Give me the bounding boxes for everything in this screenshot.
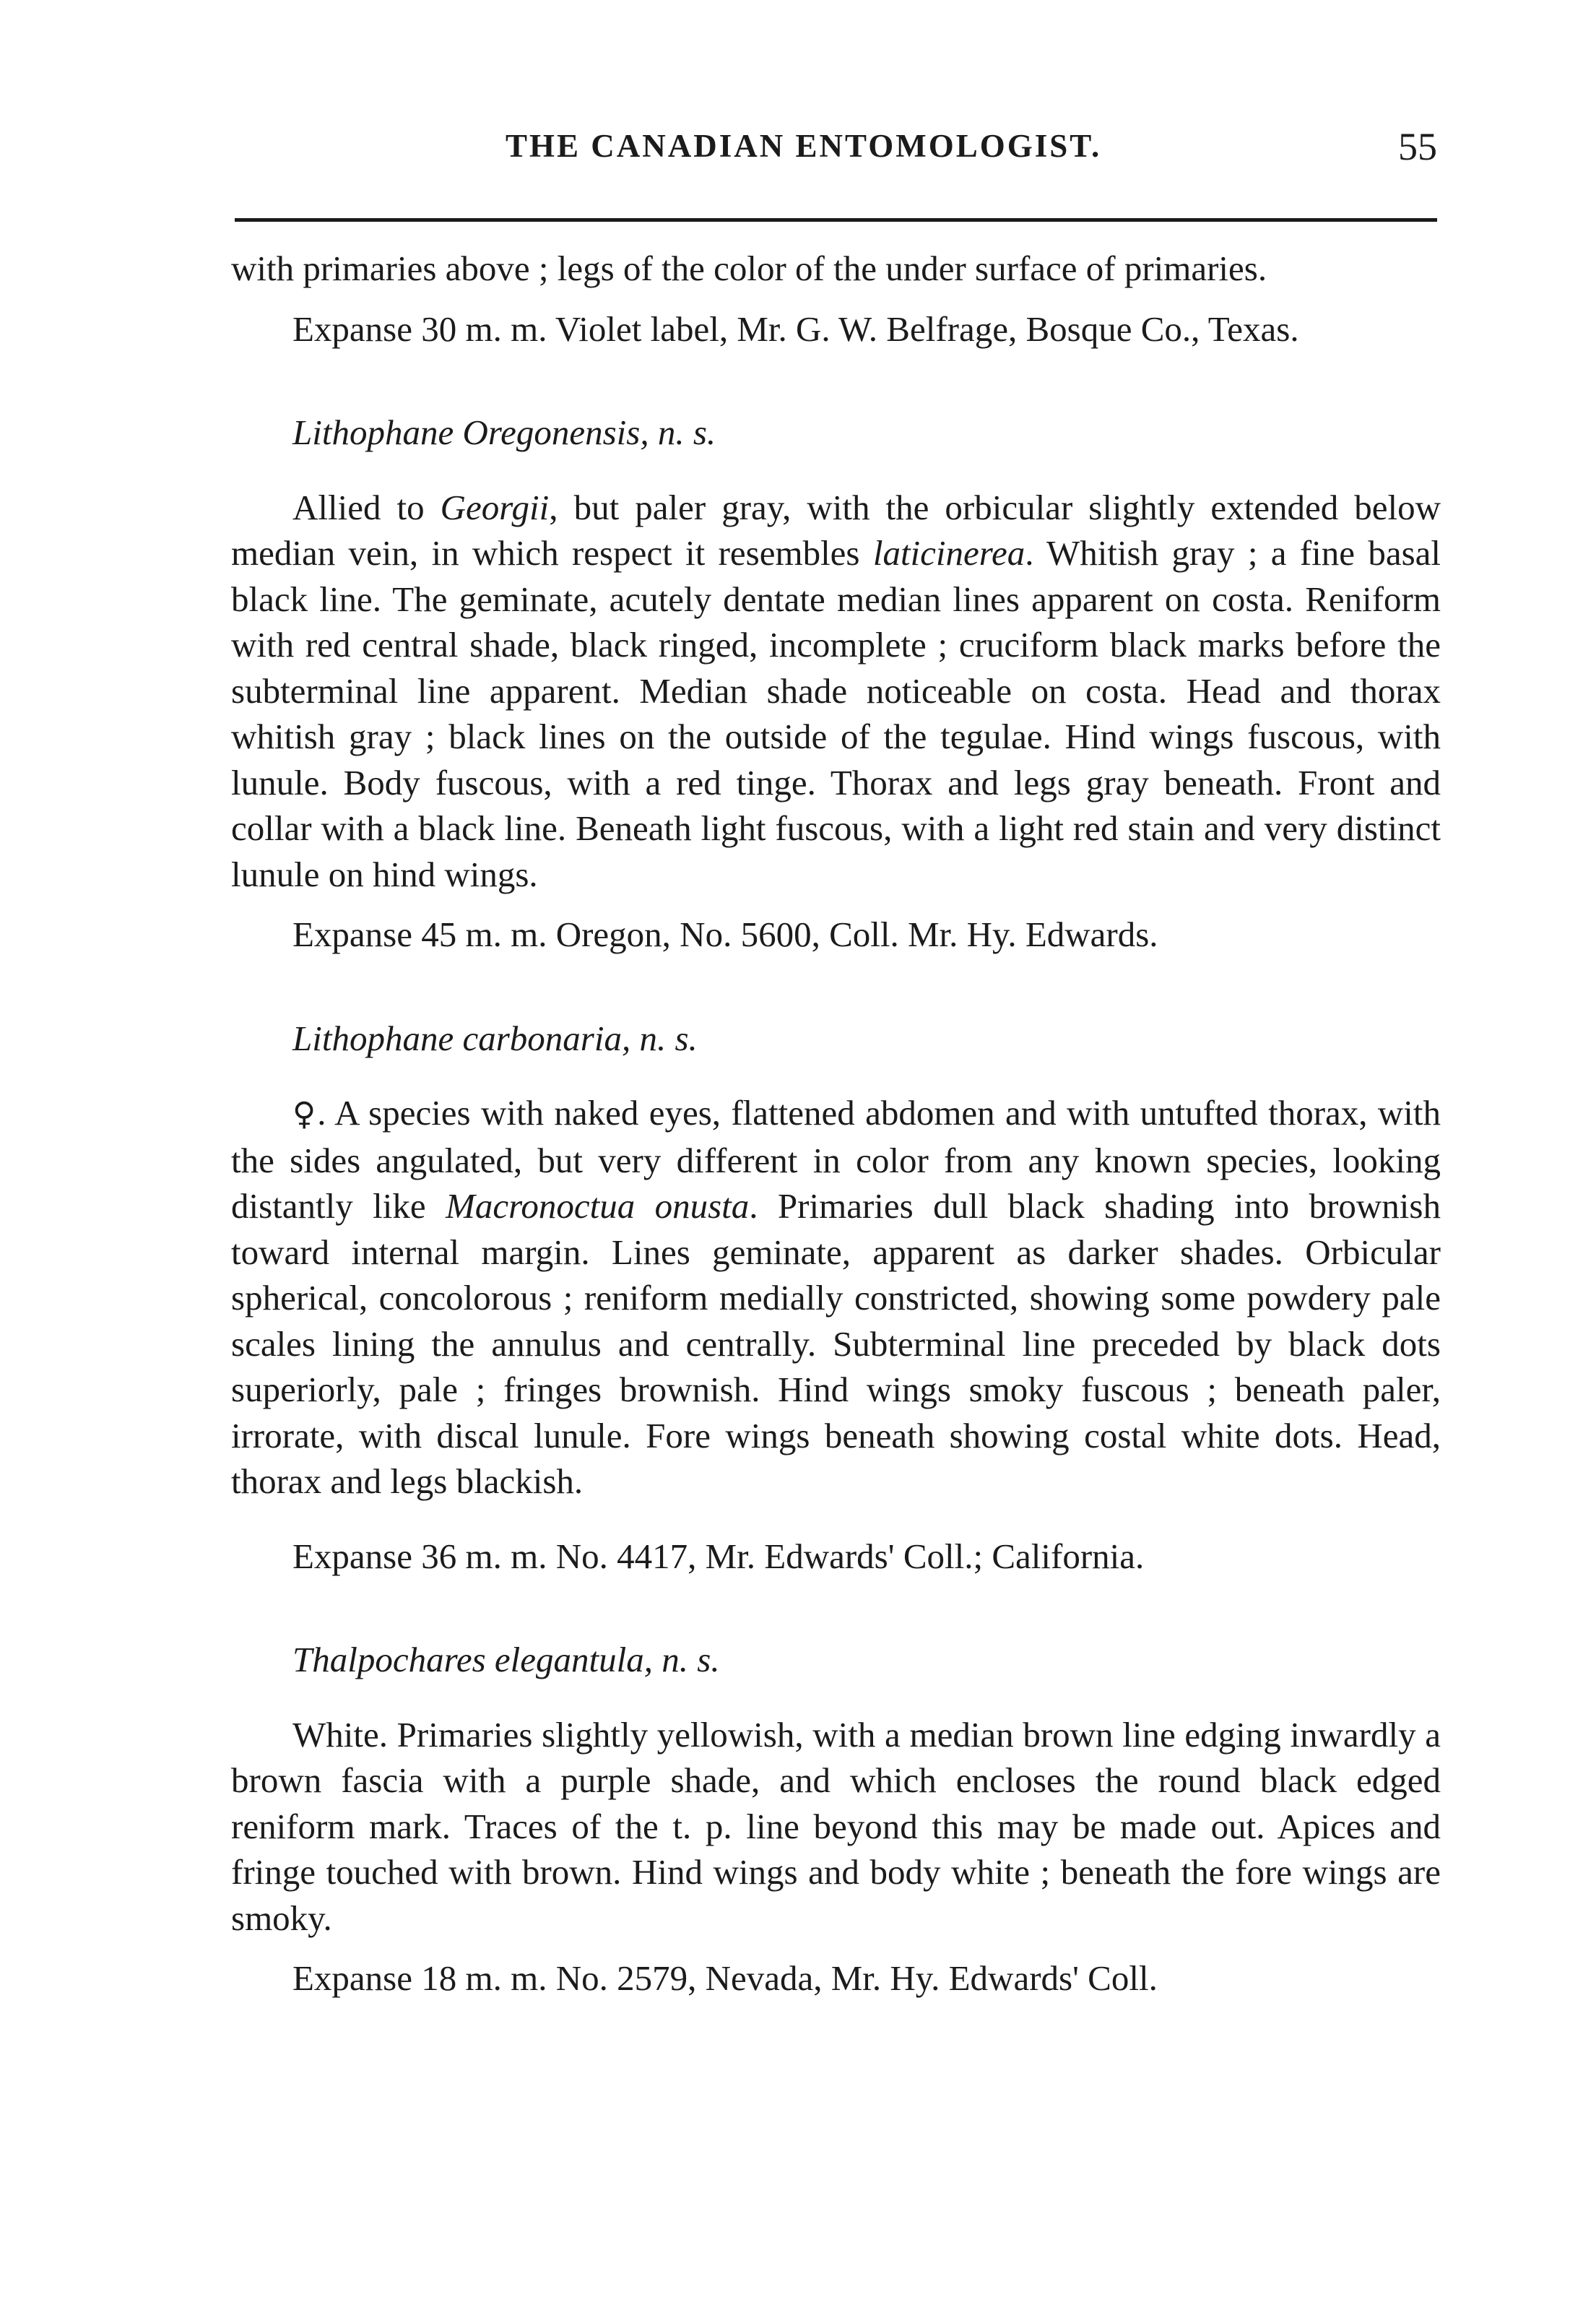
species-description xyxy=(231,485,1441,898)
page-header xyxy=(235,127,1437,185)
expanse-line: Expanse 45 m. m. Oregon, No. 5600, Coll. Mr. Hy. Edwards. xyxy=(292,914,1158,954)
female-symbol-icon: ♀ xyxy=(292,1096,318,1133)
species-description: White. Primaries slightly yellowish, with a median brown line edging inwardly a brown fascia with a purple shade, and which encloses the round black edged reniform mark. Traces of the t. p. line beyond this may be made out. Apices and fringe touched with brown. Hind wings and body white ; beneath the fore wings are smoky. xyxy=(231,1714,1441,1938)
page-number: 55 xyxy=(1398,125,1437,168)
expanse-line: Expanse 30 m. m. Violet label, Mr. G. W. Belfrage, Bosque Co., Texas. xyxy=(292,308,1299,349)
desc-italic: Georgii xyxy=(440,487,550,527)
running-title: THE CANADIAN ENTOMOLOGIST. xyxy=(506,128,1102,164)
desc-text: . A species with naked eyes, flattened abdomen and with untufted thorax, with the sides angulated, but very different in color from any known species, looking distantly like xyxy=(231,1093,1441,1226)
desc-text: . Whitish gray ; a fine basal black line. The geminate, acutely dentate median lines apparent on costa. Reniform with red central shade, black ringed, incomplete ; cruciform black marks before the subterminal line apparent. Median shade noticeable on costa. Head and thorax whitish gray ; black lines on the outside of the tegulae. Hind wings fuscous, with lunule. Body fuscous, with a red tinge. Thorax and legs gray beneath. Front and collar with a black line. Beneath light fuscous, with a light red stain and very distinct lunule on hind wings. xyxy=(231,533,1441,894)
species-heading: Lithophane Oregonensis, n. s. xyxy=(292,412,716,452)
species-heading: Thalpochares elegantula, n. s. xyxy=(292,1640,720,1679)
desc-text: Allied to xyxy=(292,487,441,527)
desc-italic: Macronoctua onusta xyxy=(446,1186,750,1226)
species-description xyxy=(231,1090,1441,1505)
species-heading: Lithophane carbonaria, n. s. xyxy=(292,1018,698,1058)
desc-text: . Primaries dull black shading into brownish toward internal margin. Lines geminate, apparent as darker shades. Orbicular spherical, concolorous ; reniform medially constricted, showing some powdery pale scales lining the annulus and centrally. Subterminal line preceded by black dots superiorly, pale ; fringes brownish. Hind wings smoky fuscous ; beneath paler, irrorate, with discal lunule. Fore wings beneath showing costal white dots. Head, thorax and legs blackish. xyxy=(231,1186,1441,1501)
expanse-line: Expanse 36 m. m. No. 4417, Mr. Edwards' Coll.; California. xyxy=(292,1536,1145,1576)
desc-italic: laticinerea xyxy=(872,533,1025,573)
page-body xyxy=(231,246,1441,2002)
desc-text: , but paler gray, with the orbicular slightly extended below median vein, in which respect it resembles xyxy=(231,487,1441,573)
header-rule xyxy=(235,218,1437,222)
expanse-line: Expanse 18 m. m. No. 2579, Nevada, Mr. Hy. Edwards' Coll. xyxy=(292,1958,1158,1998)
continued-paragraph: with primaries above ; legs of the color of the under surface of primaries. xyxy=(231,248,1267,288)
